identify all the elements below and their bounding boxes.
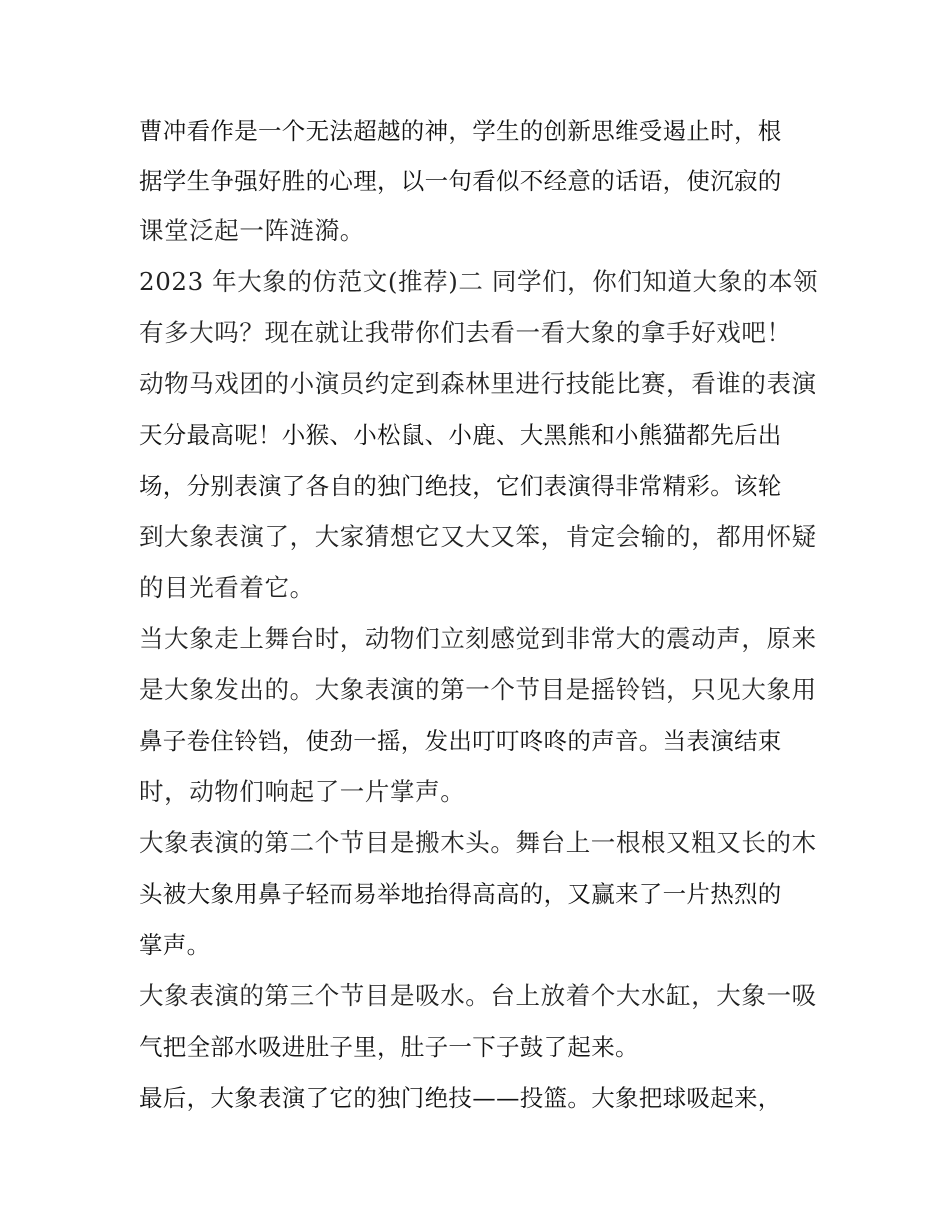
text-line-2: 据学生争强好胜的心理，以一句看似不经意的话语，使沉寂的 <box>139 167 782 195</box>
text-line-19: 气把全部水吸进肚子里，肚子一下子鼓了起来。 <box>139 1033 639 1061</box>
text-line-9: 到大象表演了，大家猜想它又大又笨，肯定会输的，都用怀疑 <box>139 522 817 551</box>
text-line-4: 2023 年大象的仿范文(推荐)二 同学们，你们知道大象的本领 <box>139 267 819 296</box>
text-line-13: 鼻子卷住铃铛，使劲一摇，发出叮叮咚咚的声音。当表演结束 <box>139 727 782 755</box>
text-line-14: 时，动物们响起了一片掌声。 <box>139 777 466 806</box>
text-line-5: 有多大吗？现在就让我带你们去看一看大象的拿手好戏吧！ <box>139 318 792 347</box>
text-line-12: 是大象发出的。大象表演的第一个节目是摇铃铛，只见大象用 <box>139 675 817 704</box>
text-line-10: 的目光看着它。 <box>139 573 315 602</box>
text-line-3: 课堂泛起一阵涟漪。 <box>139 216 365 245</box>
text-line-17: 掌声。 <box>139 931 211 959</box>
text-line-16: 头被大象用鼻子轻而易举地抬得高高的，又赢来了一片热烈的 <box>139 880 782 908</box>
text-line-18: 大象表演的第三个节目是吸水。台上放着个大水缸，大象一吸 <box>139 981 817 1010</box>
text-line-8: 场，分别表演了各自的独门绝技，它们表演得非常精彩。该轮 <box>139 472 782 500</box>
text-line-7: 天分最高呢！小猴、小松鼠、小鹿、大黑熊和小熊猫都先后出 <box>139 421 782 449</box>
text-line-1: 曹冲看作是一个无法超越的神，学生的创新思维受遏止时，根 <box>139 117 782 145</box>
text-line-15: 大象表演的第二个节目是搬木头。舞台上一根根又粗又长的木 <box>139 828 817 857</box>
text-line-20: 最后，大象表演了它的独门绝技——投篮。大象把球吸起来， <box>139 1084 782 1112</box>
text-line-6: 动物马戏团的小演员约定到森林里进行技能比赛，看谁的表演 <box>139 369 817 398</box>
text-line-11: 当大象走上舞台时，动物们立刻感觉到非常大的震动声，原来 <box>139 624 817 653</box>
